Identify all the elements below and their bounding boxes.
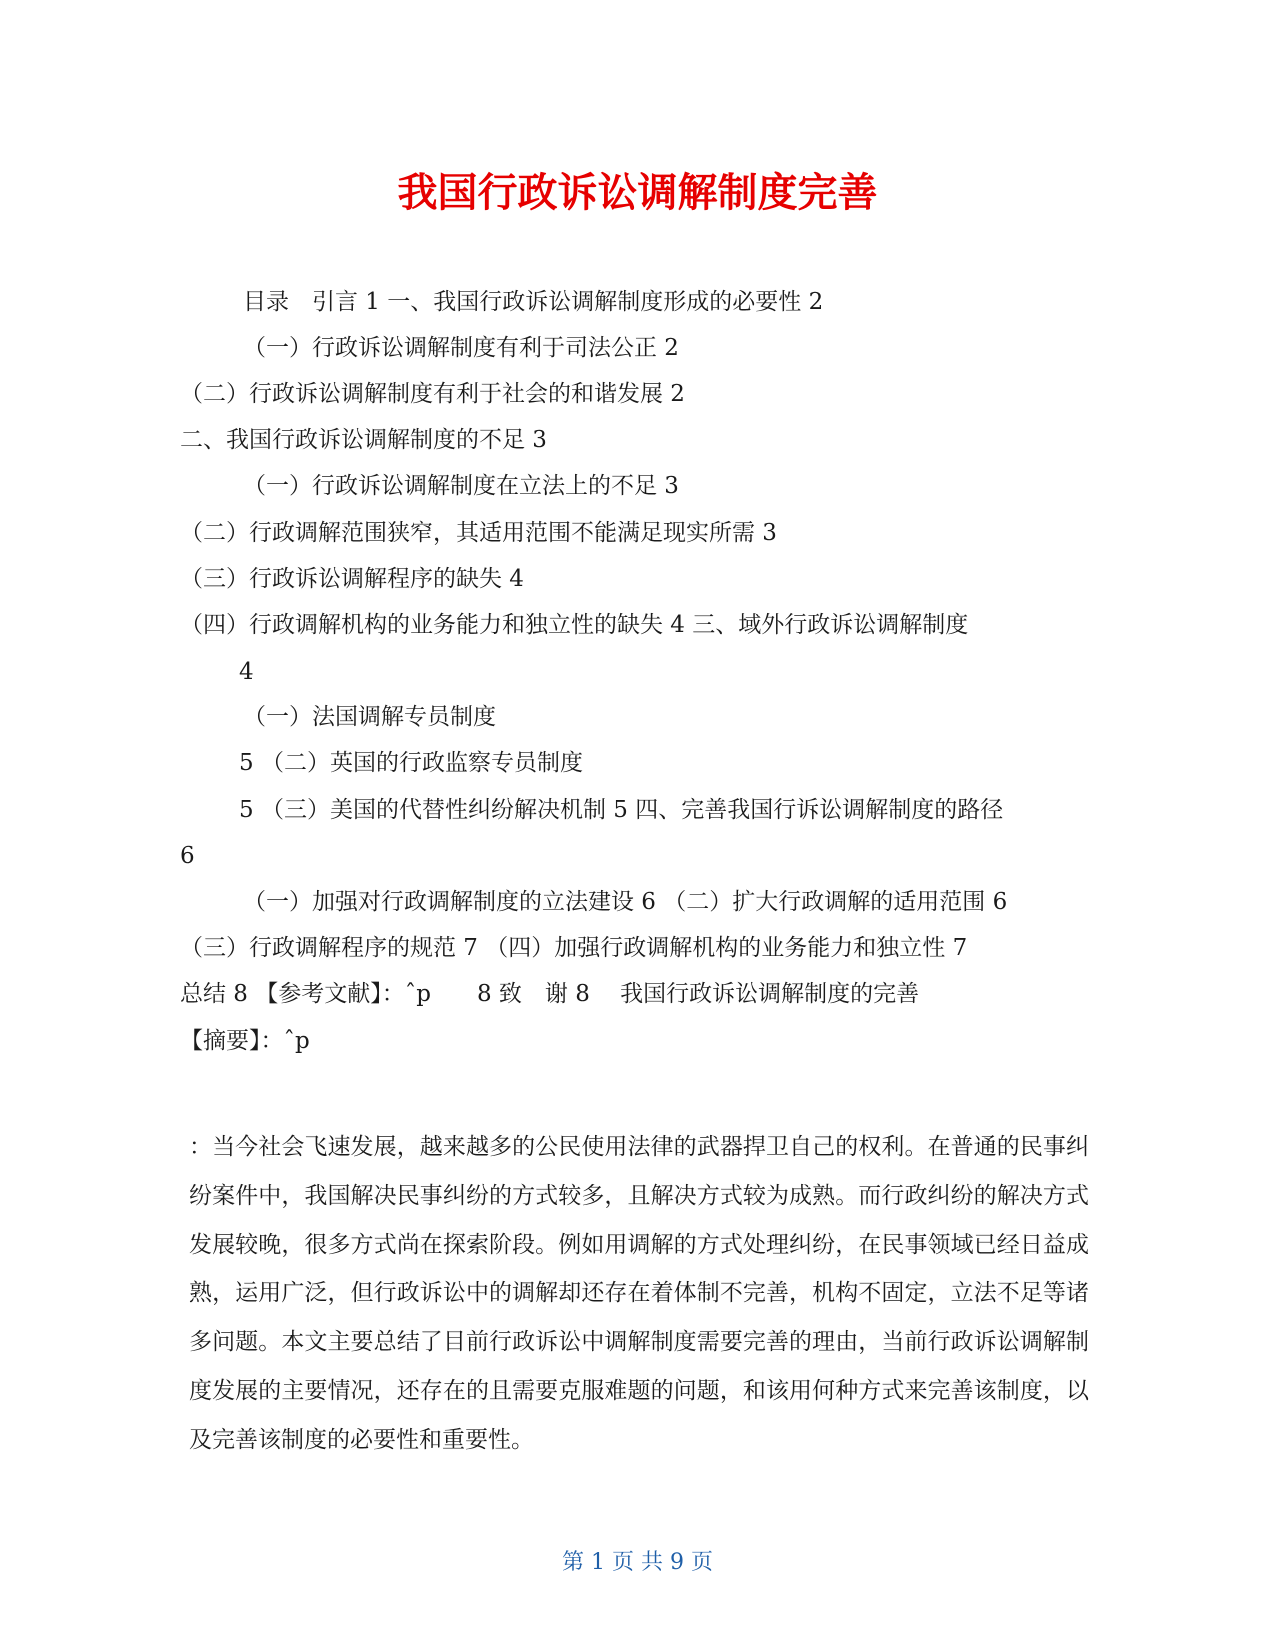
abstract-paragraph: ：当今社会飞速发展，越来越多的公民使用法律的武器捍卫自己的权利。在普通的民事纠纷案件中，我国解决民事纠纷的方式较多，且解决方式较为成熟。而行政纠纷的解决方式发展较晚，很多方式尚在探索阶段。例如用调解的方式处理纠纷，在民事领域已经日益成熟，运用广泛，但行政诉讼中的调解却还存在着体制不完善，机构不固定，立法不足等诸多问题。本文主要总结了目前行政诉讼中调解制度需要完善的理由，当前行政诉讼调解制度发展的主要情况，还存在的且需要克服难题的问题，和该用何种方式来完善该制度，以及完善该制度的必要性和重要性。 [189, 1134, 1089, 1453]
toc-line: （一）加强对行政调解制度的立法建设 6 （二）扩大行政调解的适用范围 6 [243, 889, 1008, 915]
page-footer: 第 1 页 共 9 页 [562, 1550, 713, 1575]
toc-line: （一）法国调解专员制度 [243, 704, 496, 730]
toc-line: 目录 引言 1 一、我国行政诉讼调解制度形成的必要性 2 [243, 289, 824, 315]
toc-line: 6 [180, 843, 195, 869]
document-title: 我国行政诉讼调解制度完善 [397, 170, 878, 216]
toc-line: （四）行政调解机构的业务能力和独立性的缺失 4 三、域外行政诉讼调解制度 [180, 612, 969, 638]
toc-line: 总结 8 【参考文献】：ˆp 8 致 谢 8 我国行政诉讼调解制度的完善 [180, 981, 920, 1007]
toc-line: 二、我国行政诉讼调解制度的不足 3 [180, 427, 547, 453]
toc-line: （三）行政调解程序的规范 7 （四）加强行政调解机构的业务能力和独立性 7 [180, 935, 968, 961]
toc-line: 5 （三）美国的代替性纠纷解决机制 5 四、完善我国行诉讼调解制度的路径 [239, 797, 1004, 823]
toc-line: （二）行政诉讼调解制度有利于社会的和谐发展 2 [180, 381, 685, 407]
abstract-heading: 【摘要】：ˆp [180, 1028, 310, 1054]
toc-line: （一）行政诉讼调解制度有利于司法公正 2 [243, 335, 679, 361]
toc-line: 5 （二）英国的行政监察专员制度 [239, 750, 583, 776]
toc-line: （三）行政诉讼调解程序的缺失 4 [180, 566, 524, 592]
toc-line: （一）行政诉讼调解制度在立法上的不足 3 [243, 473, 679, 499]
toc-line: （二）行政调解范围狭窄，其适用范围不能满足现实所需 3 [180, 520, 777, 546]
toc-line: 4 [239, 659, 254, 685]
